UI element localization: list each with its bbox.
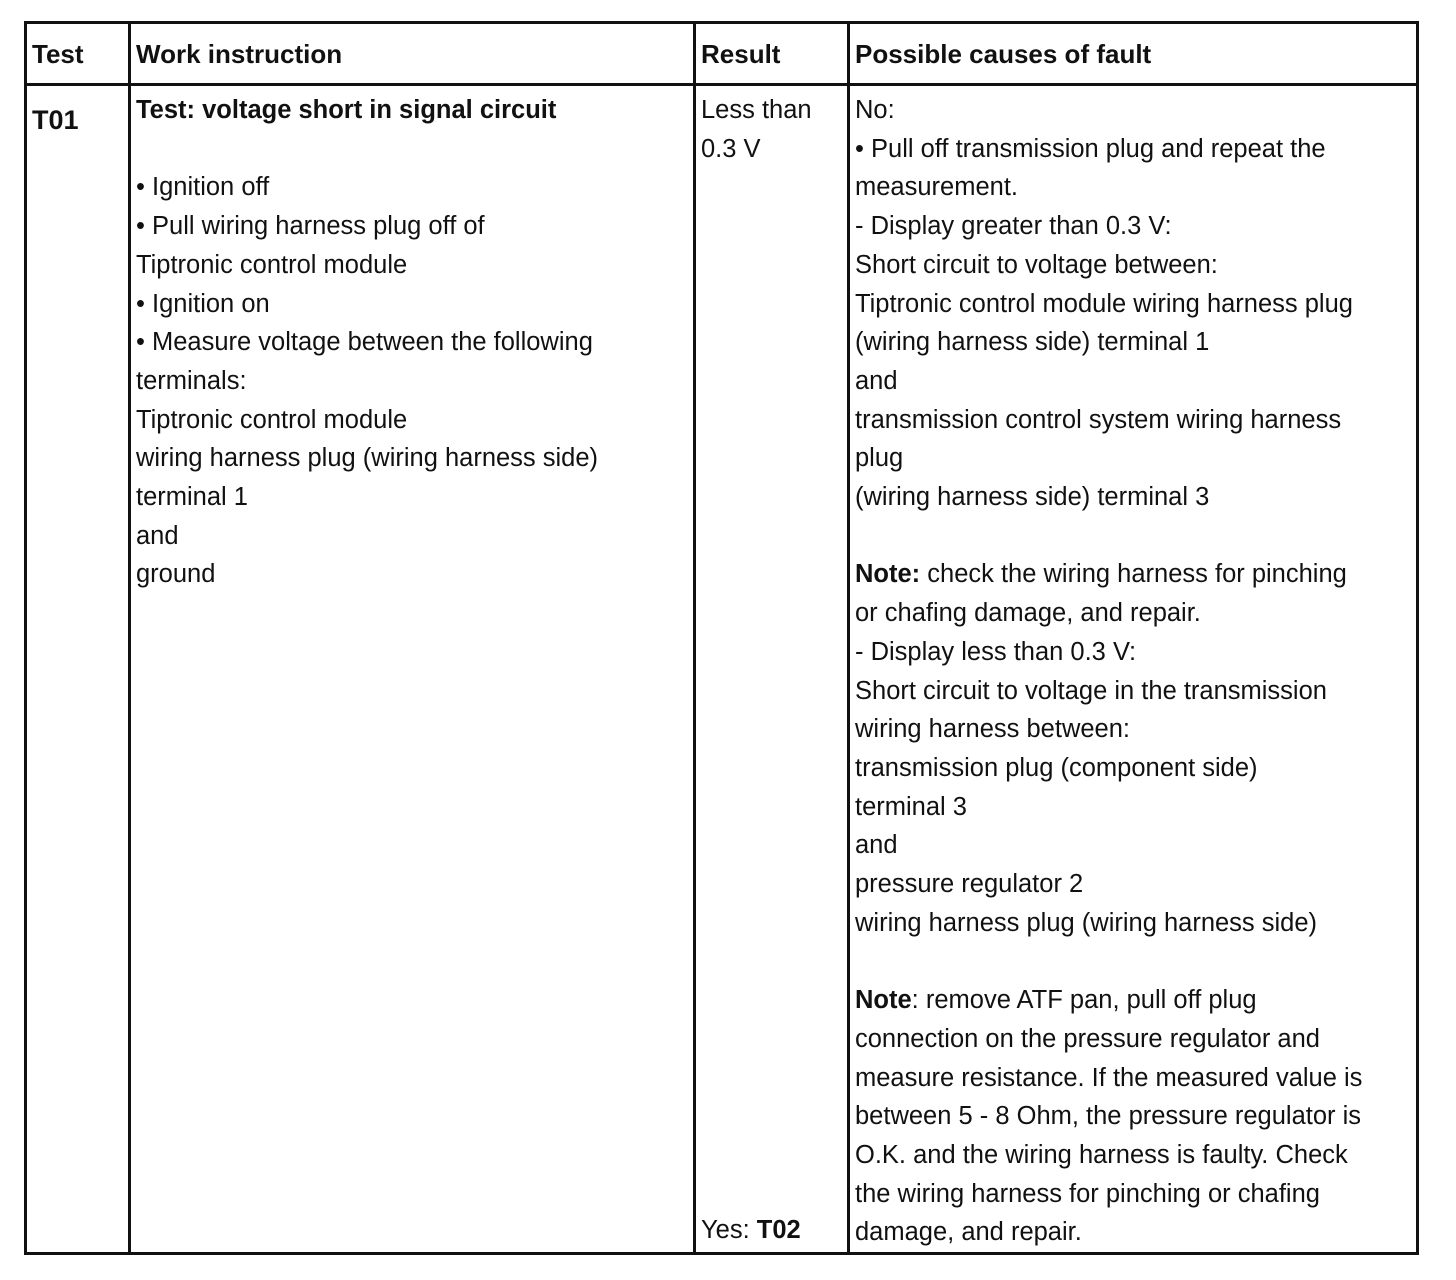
result-threshold: 0.3 V — [701, 134, 761, 163]
table-row — [26, 85, 1418, 1254]
result-yes-label: Yes: — [701, 1216, 757, 1245]
text-line: • Pull off transmission plug and repeat the — [855, 134, 1326, 163]
note-1 — [855, 555, 1416, 594]
text-line: terminal 3 — [855, 792, 967, 821]
note-2-text: : remove ATF pan, pull off plug — [911, 986, 1257, 1015]
work-title: Test: voltage short in signal circuit — [136, 96, 557, 124]
text-line: (wiring harness side) terminal 1 — [855, 328, 1210, 357]
text-line: the wiring harness for pinching or chafing — [855, 1179, 1320, 1208]
causes-block-2 — [855, 594, 1416, 942]
header-test: Test — [26, 23, 130, 85]
test-id: T01 — [32, 105, 79, 135]
text-line: terminal 1 — [136, 483, 248, 512]
text-line: No: — [855, 96, 895, 124]
note-2-label: Note — [855, 986, 912, 1015]
text-line: • Ignition on — [136, 289, 270, 318]
spacer — [855, 942, 1416, 981]
text-line: wiring harness plug (wiring harness side) — [136, 444, 599, 473]
text-line: • Pull wiring harness plug off of — [136, 212, 485, 241]
work-lines — [136, 168, 693, 594]
text-line: and — [136, 521, 179, 550]
header-work-instruction: Work instruction — [130, 23, 695, 85]
text-line: Tiptronic control module — [136, 250, 408, 279]
result-less-than: Less than — [701, 96, 812, 124]
text-line: (wiring harness side) terminal 3 — [855, 483, 1210, 512]
spacer — [136, 130, 693, 169]
text-line: wiring harness plug (wiring harness side) — [855, 908, 1318, 937]
test-id-cell — [26, 85, 130, 1254]
text-line: transmission plug (component side) — [855, 753, 1258, 782]
header-possible-causes: Possible causes of fault — [849, 23, 1418, 85]
text-line: pressure regulator 2 — [855, 870, 1084, 899]
text-line: O.K. and the wiring harness is faulty. Check — [855, 1140, 1348, 1169]
text-line: measurement. — [855, 173, 1018, 202]
text-line: Short circuit to voltage in the transmission — [855, 676, 1327, 705]
text-line: transmission control system wiring harness — [855, 405, 1342, 434]
work-instruction-cell — [130, 85, 695, 1254]
text-line: and — [855, 366, 898, 395]
text-line: • Ignition off — [136, 173, 270, 202]
note-1-label: Note: — [855, 560, 921, 589]
header-result: Result — [695, 23, 849, 85]
result-yes — [701, 1211, 801, 1250]
table-header-row — [26, 23, 1418, 85]
text-line: plug — [855, 444, 904, 473]
possible-causes-cell — [849, 85, 1418, 1254]
text-line: measure resistance. If the measured value is — [855, 1063, 1363, 1092]
result-cell — [695, 85, 849, 1254]
causes-block-1 — [855, 91, 1416, 517]
text-line: Short circuit to voltage between: — [855, 250, 1218, 279]
causes-block-3 — [855, 1020, 1416, 1252]
text-line: and — [855, 831, 898, 860]
note-1-text: check the wiring harness for pinching — [920, 560, 1347, 589]
diagnostic-table — [24, 21, 1419, 1255]
spacer — [855, 517, 1416, 556]
text-line: Tiptronic control module wiring harness plug — [855, 289, 1353, 318]
text-line: Tiptronic control module — [136, 405, 408, 434]
text-line: damage, and repair. — [855, 1218, 1082, 1247]
text-line: connection on the pressure regulator and — [855, 1024, 1320, 1053]
result-next-test: T02 — [756, 1216, 801, 1245]
text-line: between 5 - 8 Ohm, the pressure regulator is — [855, 1102, 1362, 1131]
text-line: - Display greater than 0.3 V: — [855, 212, 1172, 241]
text-line: • Measure voltage between the following — [136, 328, 593, 357]
text-line: wiring harness between: — [855, 715, 1130, 744]
text-line: or chafing damage, and repair. — [855, 599, 1201, 628]
text-line: - Display less than 0.3 V: — [855, 637, 1137, 666]
text-line: terminals: — [136, 366, 247, 395]
note-2 — [855, 981, 1416, 1020]
text-line: ground — [136, 560, 216, 589]
